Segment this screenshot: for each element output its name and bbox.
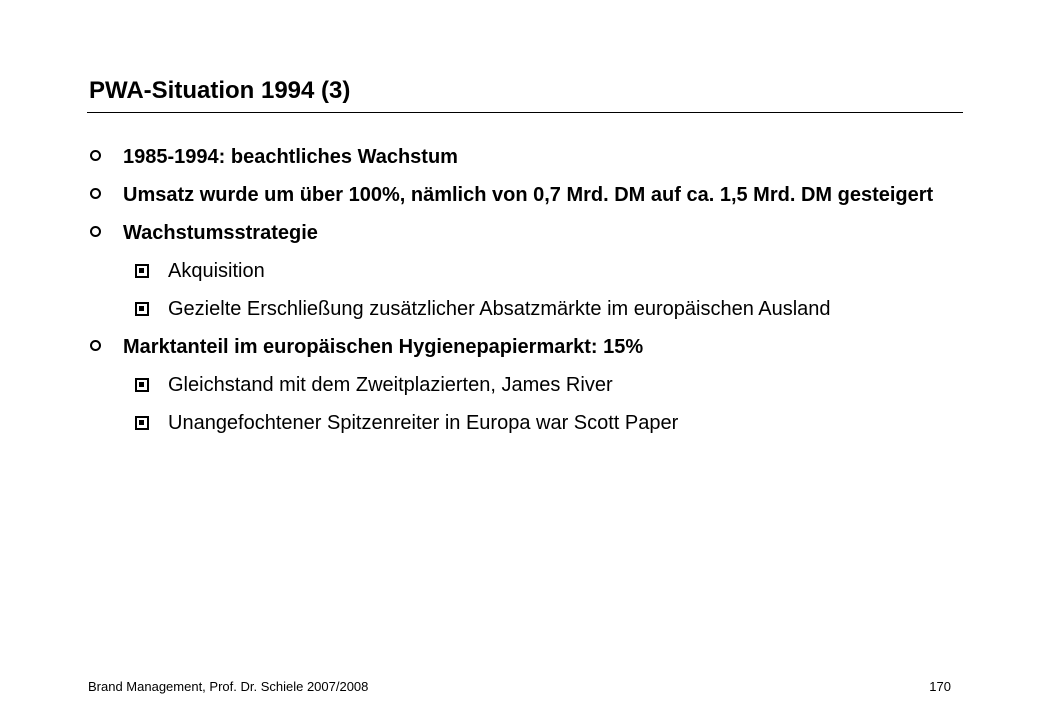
square-bullet-icon — [135, 378, 149, 392]
bullet-text: Wachstumsstrategie — [123, 222, 318, 244]
sub-bullet-item — [88, 255, 954, 287]
sub-bullet-item — [88, 407, 954, 439]
sub-bullet-text: Gezielte Erschließung zusätzlicher Absatzmärkte im europäischen Ausland — [168, 298, 831, 320]
bullet-list — [88, 141, 954, 439]
bullet-text: Marktanteil im europäischen Hygienepapiermarkt: 15% — [123, 336, 644, 358]
bullet-text: Umsatz wurde um über 100%, nämlich von 0,7 Mrd. DM auf ca. 1,5 Mrd. DM gesteigert — [123, 184, 934, 206]
bullet-item — [88, 179, 954, 211]
sub-bullet-item — [88, 293, 954, 325]
sub-bullet-text: Akquisition — [168, 260, 265, 282]
square-bullet-icon — [135, 416, 149, 430]
bullet-text: 1985-1994: beachtliches Wachstum — [123, 146, 458, 168]
sub-bullet-item — [88, 369, 954, 401]
page-number: 170 — [929, 679, 951, 694]
bullet-item — [88, 217, 954, 249]
circle-bullet-icon — [90, 188, 101, 199]
square-bullet-icon — [135, 264, 149, 278]
square-bullet-icon — [135, 302, 149, 316]
sub-bullet-text: Gleichstand mit dem Zweitplazierten, James River — [168, 374, 613, 396]
circle-bullet-icon — [90, 340, 101, 351]
bullet-item — [88, 331, 954, 363]
title-divider — [87, 112, 963, 113]
circle-bullet-icon — [90, 150, 101, 161]
footer-course-info: Brand Management, Prof. Dr. Schiele 2007/2008 — [88, 679, 369, 694]
sub-bullet-text: Unangefochtener Spitzenreiter in Europa war Scott Paper — [168, 412, 679, 434]
bullet-item — [88, 141, 954, 173]
slide-title: PWA-Situation 1994 (3) — [89, 77, 351, 104]
circle-bullet-icon — [90, 226, 101, 237]
